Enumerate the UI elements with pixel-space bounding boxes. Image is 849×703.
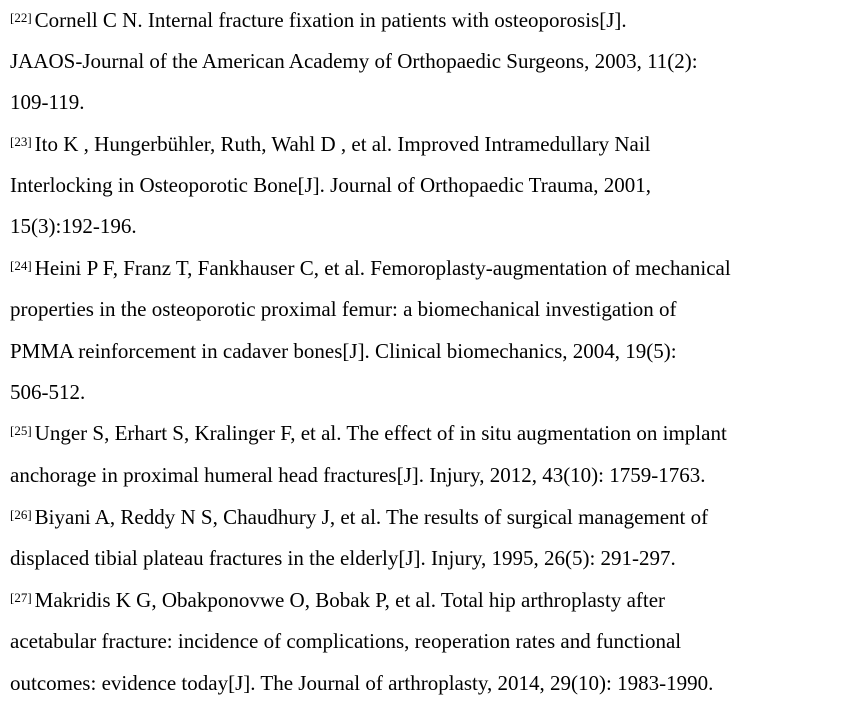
reference-27-line-2: acetabular fracture: incidence of complications, reoperation rates and functional [10, 629, 682, 653]
reference-22-line-1: [22] Cornell C N. Internal fracture fixation in patients with osteoporosis[J]. [10, 8, 627, 32]
reference-23-line-3: 15(3):192-196. [10, 214, 137, 238]
reference-27-line-1: [27] Makridis K G, Obakponovwe O, Bobak P, et al. Total hip arthroplasty after [10, 588, 666, 612]
reference-22-number: [22] [10, 10, 32, 25]
reference-24-line-4: 506-512. [10, 380, 86, 404]
reference-22-line-2: JAAOS-Journal of the American Academy of Orthopaedic Surgeons, 2003, 11(2): [10, 49, 698, 73]
reference-24-line-1: [24] Heini P F, Franz T, Fankhauser C, et al. Femoroplasty-augmentation of mechanical [10, 256, 731, 280]
reference-27-line-3: outcomes: evidence today[J]. The Journal of arthroplasty, 2014, 29(10): 1983-1990. [10, 671, 714, 695]
reference-26-number: [26] [10, 507, 32, 522]
reference-27-number: [27] [10, 590, 32, 605]
reference-24-number: [24] [10, 258, 32, 273]
reference-24-line-3: PMMA reinforcement in cadaver bones[J]. Clinical biomechanics, 2004, 19(5): [10, 339, 677, 363]
reference-23-number: [23] [10, 134, 32, 149]
reference-26-line-1: [26] Biyani A, Reddy N S, Chaudhury J, et al. The results of surgical management of [10, 505, 709, 529]
reference-24-line-2: properties in the osteoporotic proximal femur: a biomechanical investigation of [10, 297, 677, 321]
reference-25-number: [25] [10, 423, 32, 438]
reference-25-line-2: anchorage in proximal humeral head fractures[J]. Injury, 2012, 43(10): 1759-1763. [10, 463, 706, 487]
reference-23-line-1: [23] Ito K , Hungerbühler, Ruth, Wahl D , et al. Improved Intramedullary Nail [10, 132, 651, 156]
reference-25-line-1: [25] Unger S, Erhart S, Kralinger F, et al. The effect of in situ augmentation on implant [10, 421, 727, 445]
reference-26-line-2: displaced tibial plateau fractures in the elderly[J]. Injury, 1995, 26(5): 291-297. [10, 546, 676, 570]
reference-23-line-2: Interlocking in Osteoporotic Bone[J]. Journal of Orthopaedic Trauma, 2001, [10, 173, 651, 197]
reference-22-line-3: 109-119. [10, 90, 85, 114]
